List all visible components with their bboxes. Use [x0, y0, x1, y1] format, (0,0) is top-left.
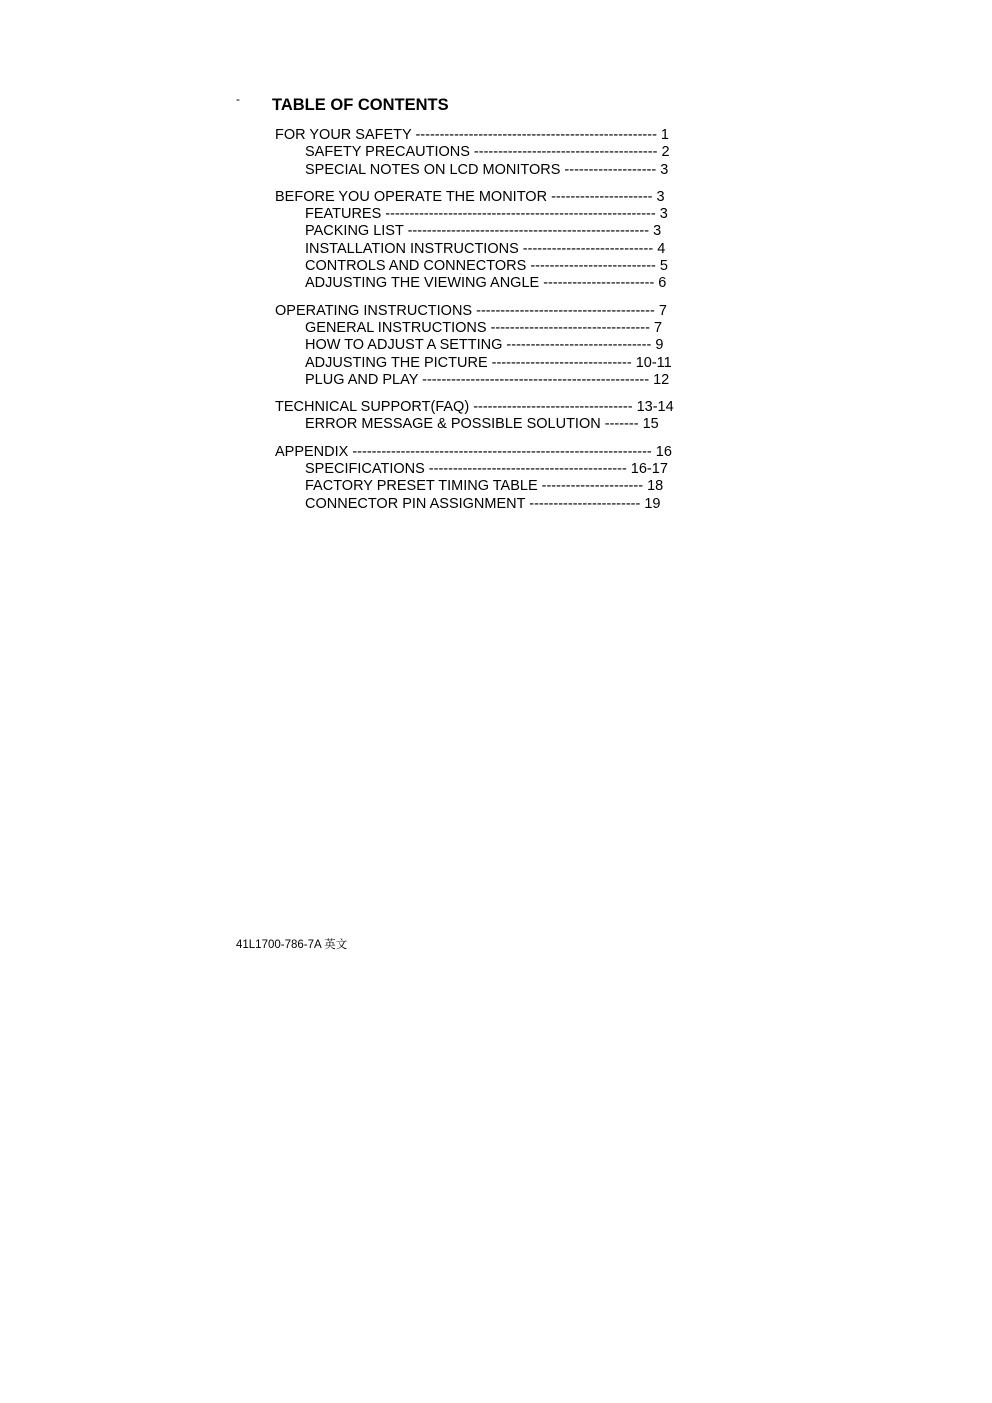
toc-section: [275, 303, 695, 389]
toc-entry: FOR YOUR SAFETY -------------------------------------------------- 1: [275, 127, 669, 143]
toc-subentry: HOW TO ADJUST A SETTING ------------------------------ 9: [305, 337, 664, 354]
toc-section: [275, 399, 695, 434]
toc-subentry: SAFETY PRECAUTIONS -------------------------------------- 2: [305, 144, 670, 161]
toc-section: [275, 444, 695, 513]
toc-entry: BEFORE YOU OPERATE THE MONITOR --------------------- 3: [275, 188, 665, 205]
table-of-contents: [275, 127, 695, 523]
toc-subentry: SPECIFICATIONS ----------------------------------------- 16-17: [305, 461, 668, 478]
toc-subentry: SPECIAL NOTES ON LCD MONITORS ------------------- 3: [305, 161, 669, 178]
toc-subentry: FEATURES -------------------------------------------------------- 3: [305, 206, 668, 223]
document-code: 41L1700-786-7A 英文: [236, 939, 348, 951]
page-mark: -: [236, 92, 240, 106]
toc-subentry: ERROR MESSAGE & POSSIBLE SOLUTION ------- 15: [305, 416, 659, 433]
toc-entry: TECHNICAL SUPPORT(FAQ) --------------------------------- 13-14: [275, 399, 674, 416]
toc-subentry: PACKING LIST -------------------------------------------------- 3: [305, 223, 662, 240]
toc-subentry: GENERAL INSTRUCTIONS --------------------------------- 7: [305, 319, 663, 336]
toc-section: [275, 127, 695, 179]
toc-subentry: ADJUSTING THE VIEWING ANGLE ----------------------- 6: [305, 275, 667, 292]
toc-subentry: ADJUSTING THE PICTURE ----------------------------- 10-11: [305, 354, 672, 371]
toc-subentry: PLUG AND PLAY ----------------------------------------------- 12: [305, 371, 670, 388]
page-title: TABLE OF CONTENTS: [272, 96, 449, 114]
toc-subentry: FACTORY PRESET TIMING TABLE --------------------- 18: [305, 478, 664, 495]
toc-entry: APPENDIX -------------------------------------------------------------- 16: [275, 443, 672, 460]
toc-section: [275, 189, 695, 293]
toc-subentry: INSTALLATION INSTRUCTIONS --------------------------- 4: [305, 240, 666, 257]
toc-subentry: CONNECTOR PIN ASSIGNMENT ----------------------- 19: [305, 495, 661, 512]
toc-entry: OPERATING INSTRUCTIONS ------------------------------------- 7: [275, 302, 667, 319]
toc-subentry: CONTROLS AND CONNECTORS -------------------------- 5: [305, 258, 668, 275]
